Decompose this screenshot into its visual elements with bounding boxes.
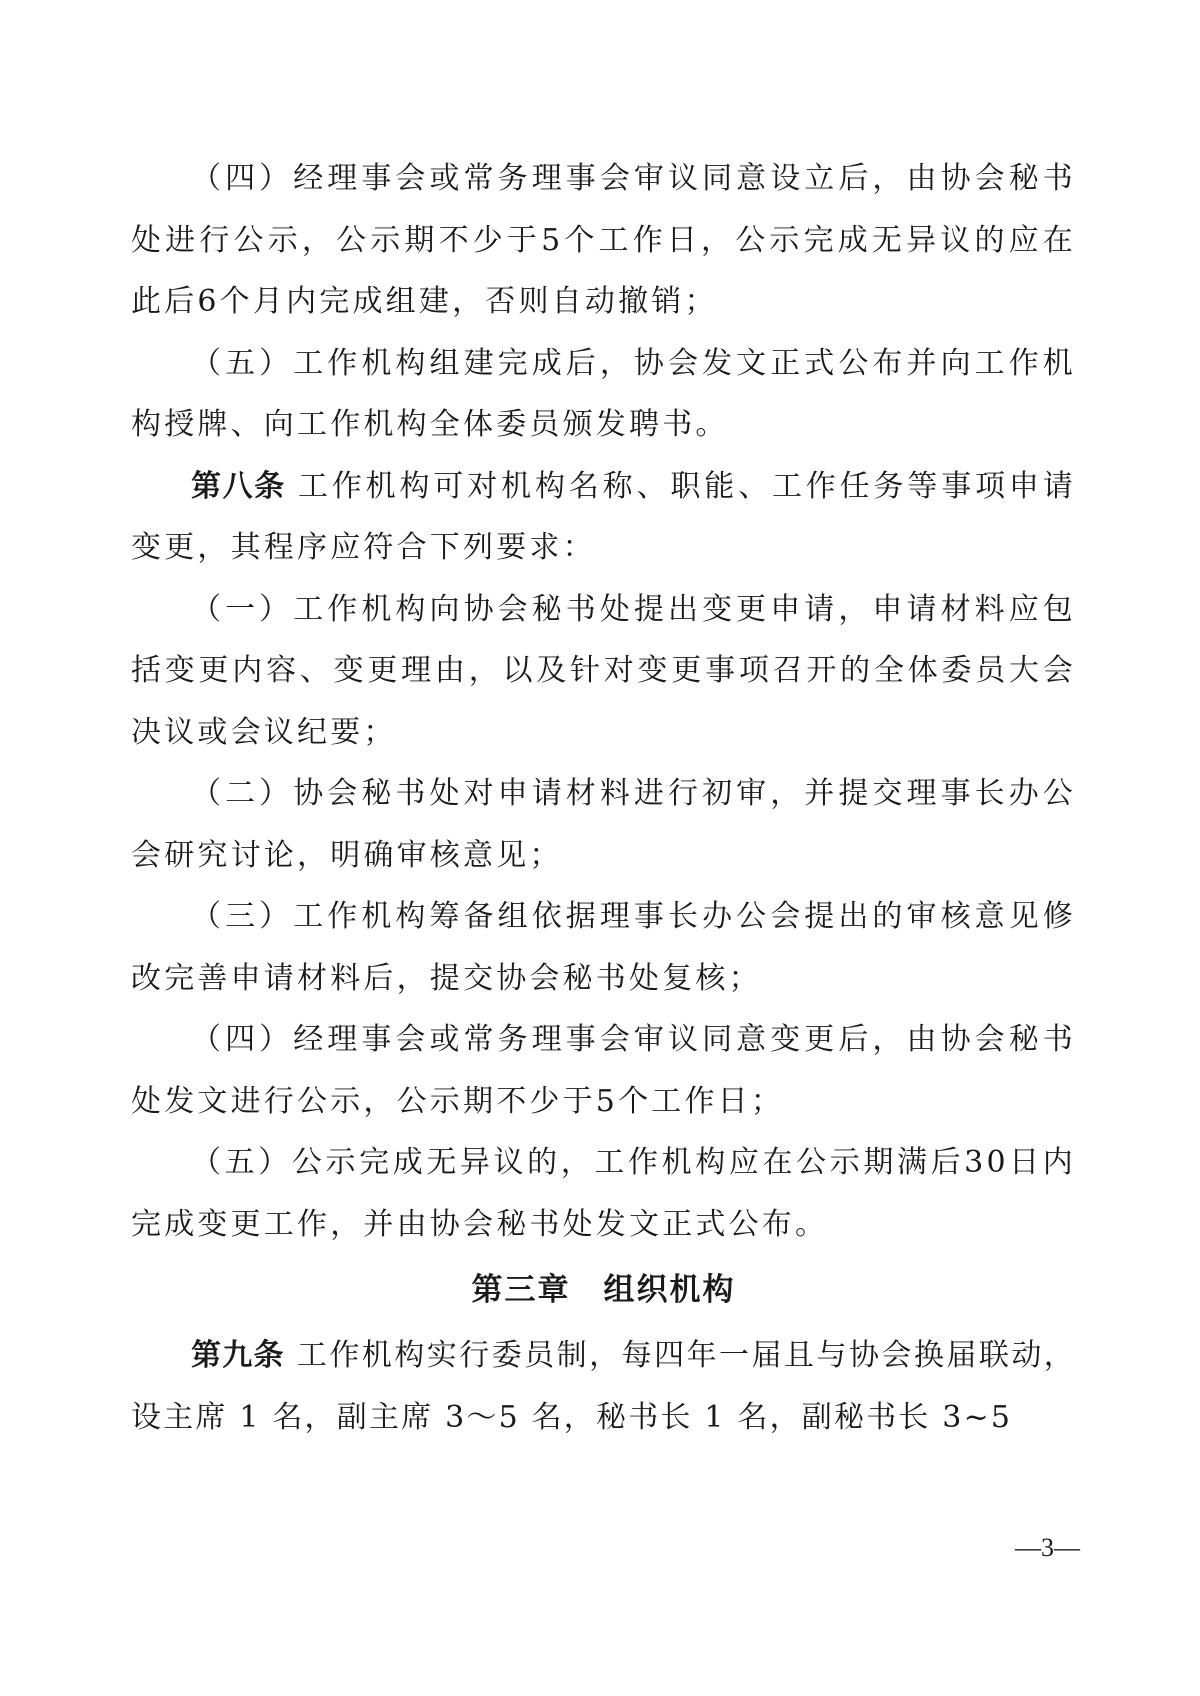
paragraph-text: （一）工作机构向协会秘书处提出变更申请，申请材料应包括变更内容、变更理由，以及针对变更事项召开的全体委员大会决议或会议纪要； [131, 591, 1076, 750]
article-8 [131, 456, 1076, 579]
page-number: —3— [1015, 1533, 1080, 1562]
clause-1-change [131, 579, 1076, 764]
page-body [131, 148, 1076, 1448]
paragraph-text: （五）公示完成无异议的，工作机构应在公示期满后30日内完成变更工作，并由协会秘书处发文正式公布。 [131, 1145, 1076, 1242]
paragraph-text: （二）协会秘书处对申请材料进行初审，并提交理事长办公会研究讨论，明确审核意见； [131, 776, 1076, 873]
paragraph-text: 工作机构可对机构名称、职能、工作任务等事项申请变更，其程序应符合下列要求： [131, 468, 1076, 565]
clause-5-establishment [131, 333, 1076, 456]
article-heading: 第八条 [191, 468, 286, 504]
paragraph-text: 工作机构实行委员制，每四年一届且与协会换届联动，设主席 1 名，副主席 3～5 名，秘书长 1 名，副秘书长 3~5 [131, 1338, 1077, 1435]
article-9 [131, 1325, 1076, 1448]
article-heading: 第九条 [191, 1338, 285, 1373]
paragraph-text: （五）工作机构组建完成后，协会发文正式公布并向工作机构授牌、向工作机构全体委员颁发聘书。 [131, 345, 1076, 442]
chapter-title: 第三章 组织机构 [471, 1272, 736, 1308]
clause-3-change [131, 886, 1076, 1009]
clause-5-change [131, 1132, 1076, 1255]
clause-2-change [131, 763, 1076, 886]
paragraph-text: （四）经理事会或常务理事会审议同意变更后，由协会秘书处发文进行公示，公示期不少于5个工作日； [131, 1022, 1076, 1119]
clause-4-establishment [131, 148, 1076, 333]
clause-4-change [131, 1009, 1076, 1132]
paragraph-text: （四）经理事会或常务理事会审议同意设立后，由协会秘书处进行公示，公示期不少于5个工作日，公示完成无异议的应在此后6个月内完成组建，否则自动撤销； [131, 161, 1076, 319]
paragraph-text: （三）工作机构筹备组依据理事长办公会提出的审核意见修改完善申请材料后，提交协会秘书处复核； [131, 899, 1076, 996]
